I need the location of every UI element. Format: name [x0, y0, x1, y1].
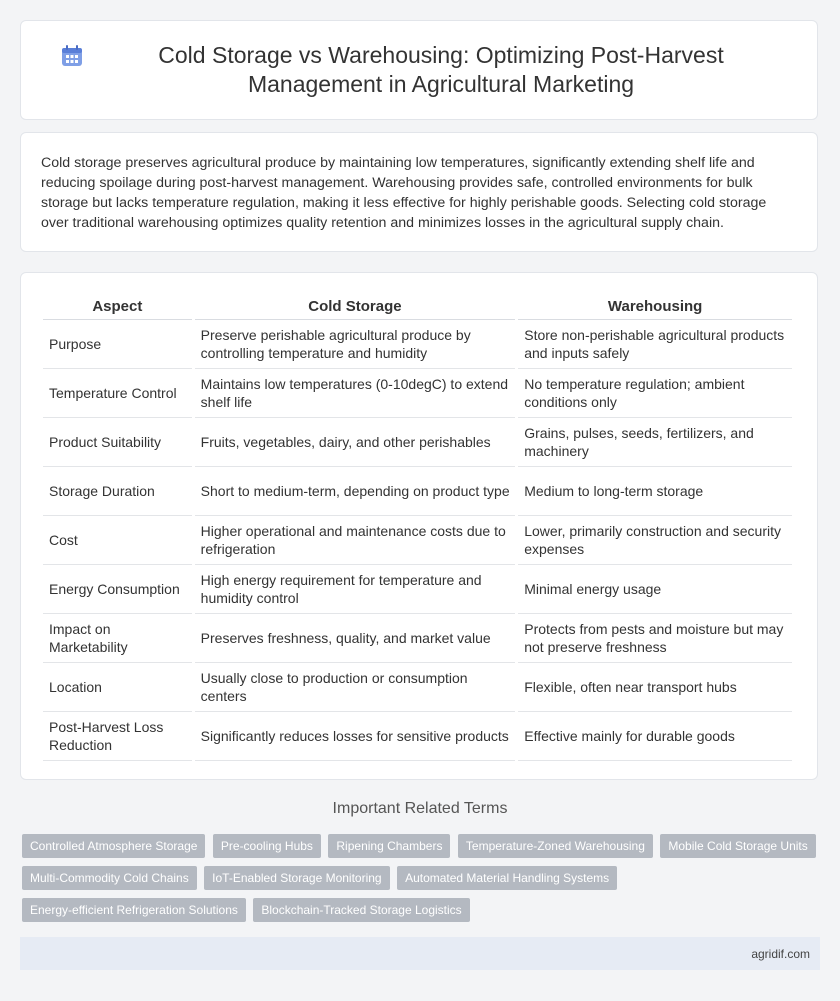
cell-aspect: Location: [43, 663, 192, 712]
cell-warehousing: Effective mainly for durable goods: [518, 712, 792, 761]
related-term-tag[interactable]: Multi-Commodity Cold Chains: [22, 866, 197, 890]
table-row: [43, 614, 792, 663]
footer: [20, 937, 820, 970]
table-row: [43, 712, 792, 761]
related-terms-list: [22, 834, 822, 930]
cell-cold-storage: Maintains low temperatures (0-10degC) to extend shelf life: [195, 369, 516, 418]
table-row: [43, 516, 792, 565]
cell-aspect: Purpose: [43, 320, 192, 369]
cell-cold-storage: Short to medium-term, depending on product type: [195, 467, 516, 516]
cell-aspect: Storage Duration: [43, 467, 192, 516]
table-header-row: [43, 295, 792, 320]
related-term-tag[interactable]: Temperature-Zoned Warehousing: [458, 834, 653, 858]
summary-text: Cold storage preserves agricultural produce by maintaining low temperatures, significantly extending shelf life and reducing spoilage during post-harvest management. Warehousing provides safe, controlled environments for bulk storage but lacks temperature regulation, making it less effective for highly perishable goods. Selecting cold storage over traditional warehousing optimizes quality retention and minimizes losses in the agricultural supply chain.: [41, 155, 767, 231]
cell-cold-storage: Usually close to production or consumption centers: [195, 663, 516, 712]
table-body: [43, 320, 792, 761]
cell-aspect: Post-Harvest Loss Reduction: [43, 712, 192, 761]
summary-card: [20, 132, 818, 252]
header-warehousing: Warehousing: [518, 295, 792, 320]
cell-cold-storage: Preserves freshness, quality, and market value: [195, 614, 516, 663]
cell-cold-storage: Preserve perishable agricultural produce by controlling temperature and humidity: [195, 320, 516, 369]
cell-warehousing: Store non-perishable agricultural products and inputs safely: [518, 320, 792, 369]
header-cold-storage: Cold Storage: [195, 295, 516, 320]
cell-cold-storage: Fruits, vegetables, dairy, and other perishables: [195, 418, 516, 467]
table-row: [43, 418, 792, 467]
table-row: [43, 565, 792, 614]
cell-aspect: Product Suitability: [43, 418, 192, 467]
header-aspect: Aspect: [43, 295, 192, 320]
related-term-tag[interactable]: Mobile Cold Storage Units: [660, 834, 815, 858]
calendar-icon: [59, 43, 85, 69]
cell-warehousing: Flexible, often near transport hubs: [518, 663, 792, 712]
related-term-tag[interactable]: IoT-Enabled Storage Monitoring: [204, 866, 389, 890]
table-row: [43, 320, 792, 369]
cell-aspect: Temperature Control: [43, 369, 192, 418]
page-title: Cold Storage vs Warehousing: Optimizing Post-Harvest Management in Agricultural Marketing: [158, 42, 724, 97]
related-terms-title: Important Related Terms: [332, 800, 508, 817]
related-term-tag[interactable]: Energy-efficient Refrigeration Solutions: [22, 898, 246, 922]
cell-warehousing: Grains, pulses, seeds, fertilizers, and machinery: [518, 418, 792, 467]
header-card: [20, 20, 818, 120]
comparison-card: [20, 272, 818, 780]
cell-warehousing: Protects from pests and moisture but may not preserve freshness: [518, 614, 792, 663]
cell-warehousing: Lower, primarily construction and security expenses: [518, 516, 792, 565]
related-term-tag[interactable]: Automated Material Handling Systems: [397, 866, 617, 890]
cell-cold-storage: Higher operational and maintenance costs due to refrigeration: [195, 516, 516, 565]
table-row: [43, 663, 792, 712]
cell-warehousing: Medium to long-term storage: [518, 467, 792, 516]
related-term-tag[interactable]: Blockchain-Tracked Storage Logistics: [253, 898, 469, 922]
related-term-tag[interactable]: Ripening Chambers: [328, 834, 450, 858]
comparison-table: [40, 295, 795, 761]
cell-warehousing: Minimal energy usage: [518, 565, 792, 614]
related-term-tag[interactable]: Controlled Atmosphere Storage: [22, 834, 205, 858]
cell-warehousing: No temperature regulation; ambient conditions only: [518, 369, 792, 418]
table-row: [43, 467, 792, 516]
cell-aspect: Impact on Marketability: [43, 614, 192, 663]
cell-cold-storage: Significantly reduces losses for sensitive products: [195, 712, 516, 761]
cell-aspect: Cost: [43, 516, 192, 565]
footer-site[interactable]: agridif.com: [751, 946, 810, 961]
cell-aspect: Energy Consumption: [43, 565, 192, 614]
cell-cold-storage: High energy requirement for temperature and humidity control: [195, 565, 516, 614]
related-term-tag[interactable]: Pre-cooling Hubs: [213, 834, 321, 858]
table-row: [43, 369, 792, 418]
